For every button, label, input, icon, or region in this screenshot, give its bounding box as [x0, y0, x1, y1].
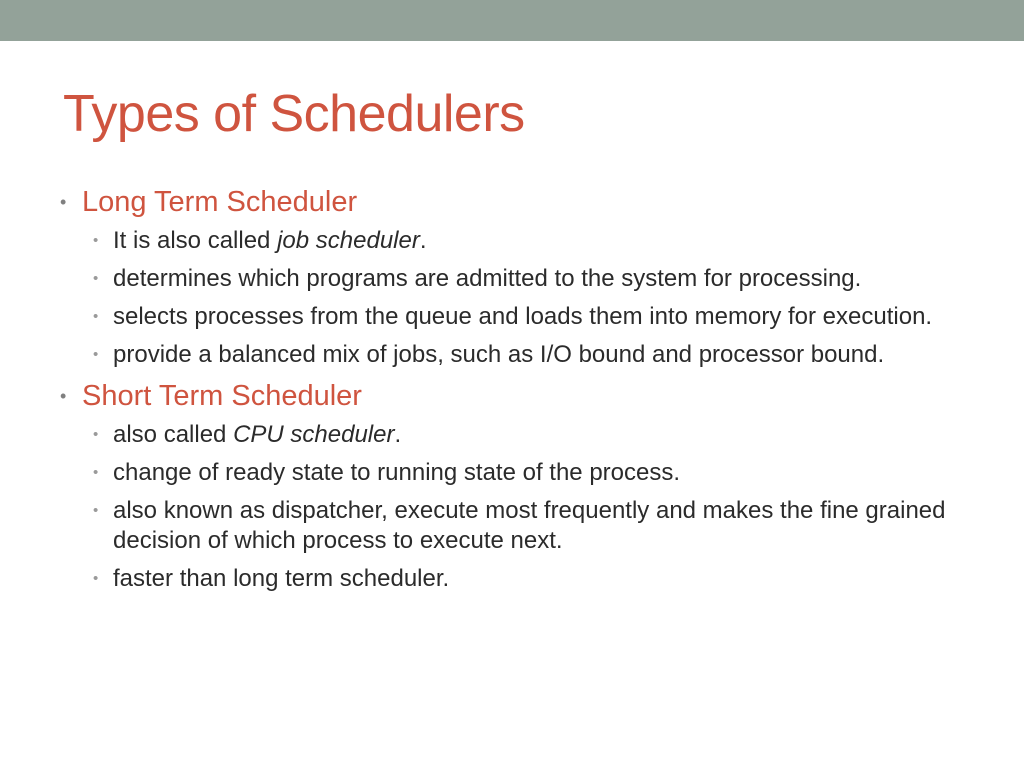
list-item-text: change of ready state to running state of the process. — [113, 459, 681, 486]
list-item-emphasis: job scheduler — [277, 227, 420, 254]
section-heading — [60, 378, 960, 414]
bullet-icon: • — [93, 270, 99, 287]
list-item-text: also known as dispatcher, execute most frequently and makes the fine grained decision of which process to execute next. — [113, 497, 946, 554]
bullet-icon: • — [93, 346, 99, 363]
bullet-icon: • — [93, 426, 99, 443]
list-item-text: It is also called — [113, 227, 278, 254]
list-item — [91, 420, 960, 450]
list-item — [91, 226, 960, 256]
slide-title: Types of Schedulers — [63, 85, 525, 143]
section-heading-text: Short Term Scheduler — [82, 380, 362, 412]
list-item — [91, 302, 960, 332]
bullet-icon: • — [60, 386, 67, 406]
section-long-term — [60, 184, 960, 370]
slide-content — [60, 184, 960, 602]
bullet-icon: • — [93, 502, 99, 519]
section-heading — [60, 184, 960, 220]
list-item — [91, 458, 960, 488]
list-item — [91, 564, 960, 594]
slide-top-bar — [0, 0, 1024, 41]
list-item — [91, 264, 960, 294]
list-item-text: selects processes from the queue and loads them into memory for execution. — [113, 303, 933, 330]
bullet-icon: • — [60, 192, 67, 212]
section-heading-text: Long Term Scheduler — [82, 186, 358, 218]
bullet-icon: • — [93, 570, 99, 587]
list-item — [91, 496, 960, 556]
list-item — [91, 340, 960, 370]
list-item-suffix: . — [394, 421, 402, 448]
list-item-emphasis: CPU scheduler — [233, 421, 395, 448]
list-item-text: also called — [113, 421, 234, 448]
list-item-text: provide a balanced mix of jobs, such as I/O bound and processor bound. — [113, 341, 885, 368]
bullet-icon: • — [93, 232, 99, 249]
list-item-suffix: . — [419, 227, 427, 254]
list-item-text: faster than long term scheduler. — [113, 565, 450, 592]
list-item-text: determines which programs are admitted to the system for processing. — [113, 265, 862, 292]
bullet-icon: • — [93, 308, 99, 325]
section-short-term — [60, 378, 960, 594]
bullet-icon: • — [93, 464, 99, 481]
